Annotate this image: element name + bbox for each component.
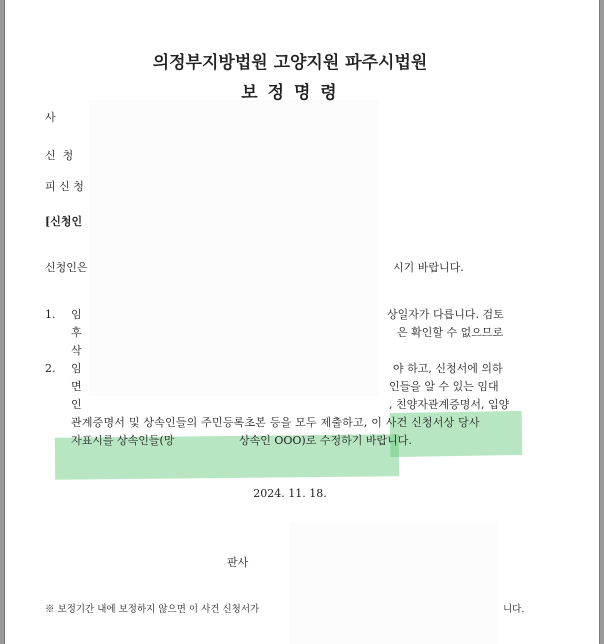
item-line-right: , 친양자관계증명서, 입양 bbox=[389, 398, 510, 411]
item-line-right: 상속인 OOO)로 수정하기 바랍니다. bbox=[239, 434, 412, 447]
applicant-label: 신 청 bbox=[45, 149, 74, 162]
document-title: 보 정 명 령 bbox=[241, 83, 339, 103]
item-line: 후 bbox=[71, 326, 82, 339]
item-line: 인 bbox=[71, 398, 82, 411]
document-page bbox=[4, 0, 600, 644]
item-line: 자표시를 상속인들(망 bbox=[71, 434, 175, 447]
item-line: 면 bbox=[71, 380, 82, 393]
item-number: 1. bbox=[45, 308, 56, 321]
item-line: 삭 bbox=[71, 344, 82, 357]
item-line-right: 인들을 알 수 있는 임대 bbox=[389, 380, 499, 393]
order-date: 2024. 11. 18. bbox=[253, 487, 327, 500]
redaction-block bbox=[89, 100, 379, 396]
intro-end: 시기 바랍니다. bbox=[393, 261, 464, 274]
intro-start: 신청인은 bbox=[45, 261, 88, 274]
item-line-right: 상일자가 다릅니다. 검토 bbox=[387, 308, 504, 321]
item-line: 임 bbox=[71, 308, 82, 321]
court-name: 의정부지방법원 고양지원 파주시법원 bbox=[152, 53, 428, 73]
applicant-section: [신청인 bbox=[45, 215, 83, 228]
redaction-block bbox=[289, 522, 497, 644]
item-number: 2. bbox=[45, 362, 56, 375]
item-line: 임 bbox=[71, 362, 82, 375]
item-line: 관계증명서 및 상속인들의 주민등록초본 등을 모두 제출하고, 이 사건 신청서상 당사 bbox=[71, 416, 480, 429]
item-line-right: 은 확인할 수 없으므로 bbox=[397, 326, 504, 339]
judge-label: 판사 bbox=[227, 556, 249, 569]
notice-start: ※ 보정기간 내에 보정하지 않으면 이 사건 신청서가 bbox=[45, 604, 260, 615]
item-line-right: 야 하고, 신청서에 의하 bbox=[393, 362, 503, 375]
respondent-label: 피 신 청 bbox=[45, 180, 84, 193]
notice-end: 니다. bbox=[503, 604, 525, 615]
case-label: 사 bbox=[45, 111, 56, 124]
